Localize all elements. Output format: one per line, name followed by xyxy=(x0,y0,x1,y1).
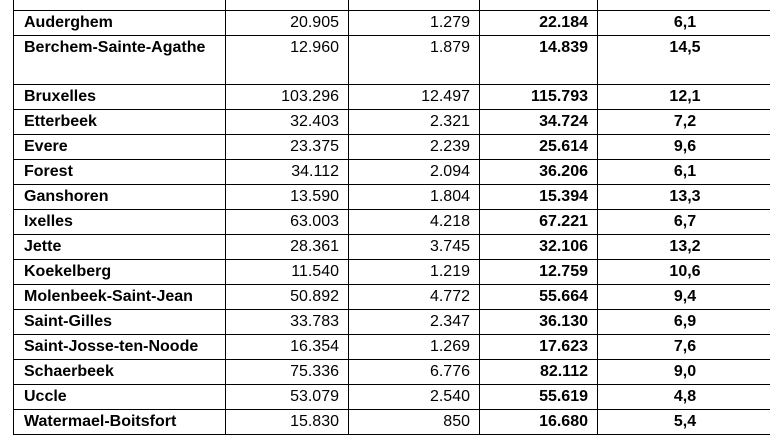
cell-name: Saint-Gilles xyxy=(14,310,226,335)
cell-name: Etterbeek xyxy=(14,110,226,135)
cell-col3: 55.664 xyxy=(480,285,598,310)
cell-col2: 4.772 xyxy=(349,285,480,310)
cell-col3: 17.623 xyxy=(480,335,598,360)
cell-col1: 63.003 xyxy=(226,210,349,235)
cell-col3: 36.206 xyxy=(480,160,598,185)
cell-name: Koekelberg xyxy=(14,260,226,285)
cell-col3: 12.759 xyxy=(480,260,598,285)
cell-col4: 12,1 xyxy=(598,85,770,110)
cell-col3: 34.724 xyxy=(480,110,598,135)
cell-col2: 2.321 xyxy=(349,110,480,135)
cell-col3: 22.184 xyxy=(480,11,598,36)
cell-col3: 55.619 xyxy=(480,385,598,410)
cell-col2: 1.269 xyxy=(349,335,480,360)
cell-name: Saint-Josse-ten-Noode xyxy=(14,335,226,360)
cell-col2: 2.239 xyxy=(349,135,480,160)
cell-col3: 67.221 xyxy=(480,210,598,235)
table-row xyxy=(14,285,770,310)
table-row-partial xyxy=(14,0,770,11)
cell-col4: 7,2 xyxy=(598,110,770,135)
cell-name: Watermael-Boitsfort xyxy=(14,410,226,435)
cell-col1: 13.590 xyxy=(226,185,349,210)
cell-name: Uccle xyxy=(14,385,226,410)
cell-col2: 1.219 xyxy=(349,260,480,285)
cell-col2: 1.804 xyxy=(349,185,480,210)
cell-col4 xyxy=(598,0,770,11)
cell-col3: 36.130 xyxy=(480,310,598,335)
cell-col1: 11.540 xyxy=(226,260,349,285)
cell-name: Forest xyxy=(14,160,226,185)
cell-col1: 28.361 xyxy=(226,235,349,260)
cell-col4: 4,8 xyxy=(598,385,770,410)
cell-col1: 34.112 xyxy=(226,160,349,185)
cell-col4: 9,6 xyxy=(598,135,770,160)
table-body xyxy=(14,0,770,435)
table-row xyxy=(14,36,770,85)
cell-col1: 50.892 xyxy=(226,285,349,310)
table-row xyxy=(14,260,770,285)
table-row xyxy=(14,110,770,135)
cell-name: Jette xyxy=(14,235,226,260)
table-row xyxy=(14,335,770,360)
cell-col2: 6.776 xyxy=(349,360,480,385)
cell-col1: 20.905 xyxy=(226,11,349,36)
cell-col3: 25.614 xyxy=(480,135,598,160)
cell-col2: 3.745 xyxy=(349,235,480,260)
table-row xyxy=(14,360,770,385)
cell-col4: 6,7 xyxy=(598,210,770,235)
cell-col4: 6,9 xyxy=(598,310,770,335)
cell-name: Evere xyxy=(14,135,226,160)
cell-col1: 32.403 xyxy=(226,110,349,135)
cell-col2: 1.279 xyxy=(349,11,480,36)
cell-col4: 13,2 xyxy=(598,235,770,260)
cell-col3: 15.394 xyxy=(480,185,598,210)
cell-col1: 53.079 xyxy=(226,385,349,410)
cell-name: Ixelles xyxy=(14,210,226,235)
table-row xyxy=(14,85,770,110)
cell-name: Auderghem xyxy=(14,11,226,36)
cell-col2: 1.879 xyxy=(349,36,480,85)
commune-population-table xyxy=(13,0,770,435)
table-row xyxy=(14,11,770,36)
cell-col2: 2.347 xyxy=(349,310,480,335)
cell-col2: 4.218 xyxy=(349,210,480,235)
cell-col2: 12.497 xyxy=(349,85,480,110)
table-row xyxy=(14,235,770,260)
cell-col4: 10,6 xyxy=(598,260,770,285)
table-row xyxy=(14,160,770,185)
cell-col4: 5,4 xyxy=(598,410,770,435)
cell-col1: 103.296 xyxy=(226,85,349,110)
table-row xyxy=(14,185,770,210)
cell-col1 xyxy=(226,0,349,11)
cell-name: Bruxelles xyxy=(14,85,226,110)
table-row xyxy=(14,210,770,235)
cell-col1: 12.960 xyxy=(226,36,349,85)
cell-col3: 115.793 xyxy=(480,85,598,110)
cell-col4: 14,5 xyxy=(598,36,770,85)
table-row xyxy=(14,310,770,335)
cell-col4: 9,0 xyxy=(598,360,770,385)
table-row xyxy=(14,385,770,410)
cell-col4: 13,3 xyxy=(598,185,770,210)
cell-col1: 75.336 xyxy=(226,360,349,385)
cell-name: Molenbeek-Saint-Jean xyxy=(14,285,226,310)
cell-col3 xyxy=(480,0,598,11)
cell-col1: 16.354 xyxy=(226,335,349,360)
cell-col2 xyxy=(349,0,480,11)
cell-col3: 32.106 xyxy=(480,235,598,260)
cell-name: Ganshoren xyxy=(14,185,226,210)
cell-col4: 7,6 xyxy=(598,335,770,360)
cell-col2: 2.540 xyxy=(349,385,480,410)
cell-col3: 14.839 xyxy=(480,36,598,85)
cell-col4: 9,4 xyxy=(598,285,770,310)
table-row xyxy=(14,135,770,160)
cell-col1: 23.375 xyxy=(226,135,349,160)
cell-col4: 6,1 xyxy=(598,11,770,36)
cell-col3: 16.680 xyxy=(480,410,598,435)
table-row xyxy=(14,410,770,435)
cell-col2: 2.094 xyxy=(349,160,480,185)
cell-col1: 15.830 xyxy=(226,410,349,435)
cell-col4: 6,1 xyxy=(598,160,770,185)
cell-name: Schaerbeek xyxy=(14,360,226,385)
cell-col2: 850 xyxy=(349,410,480,435)
cell-name: Berchem-Sainte-Agathe xyxy=(14,36,226,85)
cell-name xyxy=(14,0,226,11)
cell-col3: 82.112 xyxy=(480,360,598,385)
cell-col1: 33.783 xyxy=(226,310,349,335)
